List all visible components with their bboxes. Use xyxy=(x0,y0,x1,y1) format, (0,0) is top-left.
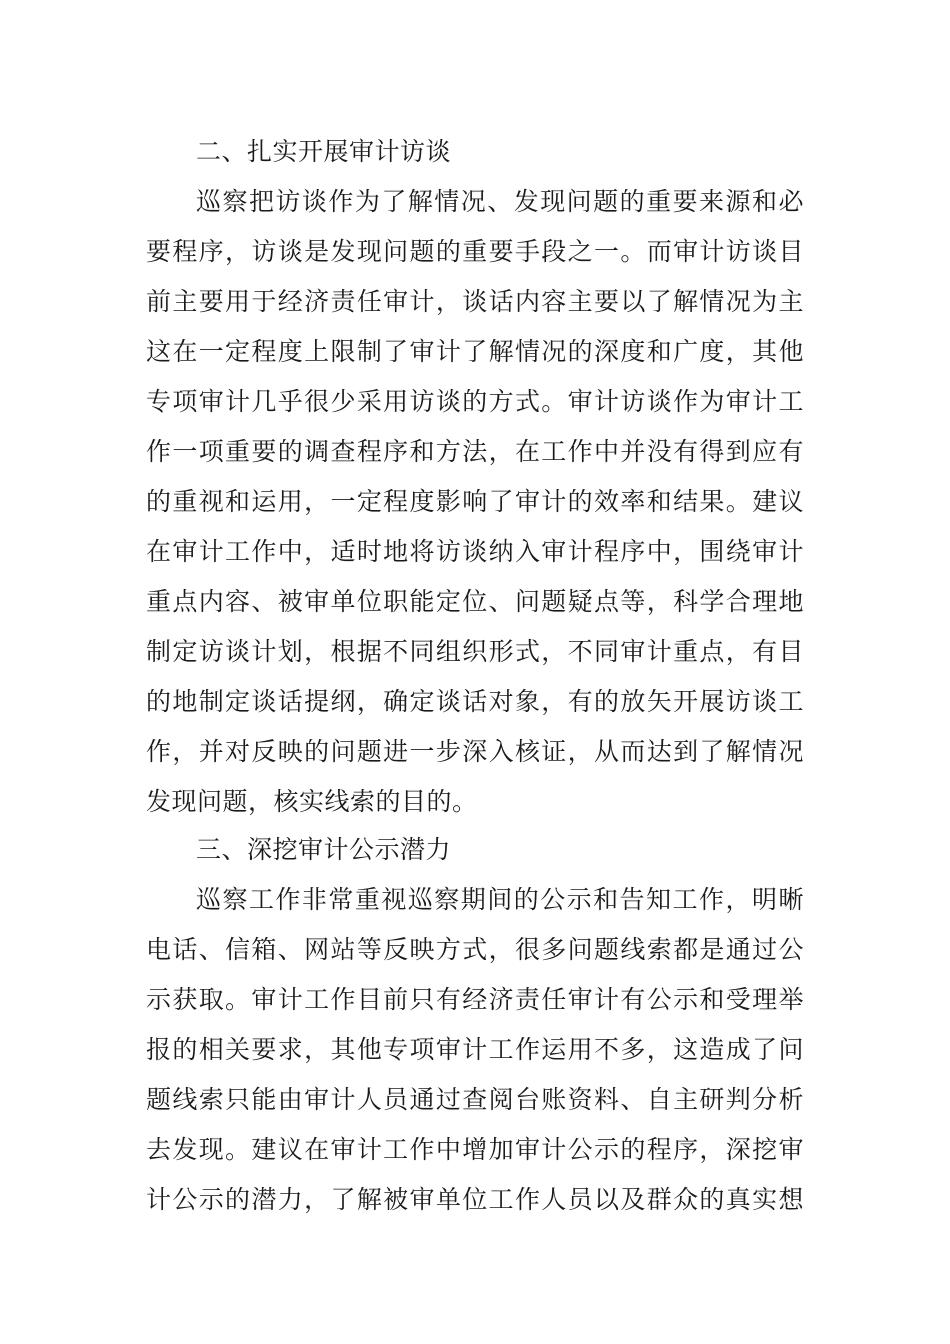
paragraph-line: 报的相关要求，其他专项审计工作运用不多，这造成了问 xyxy=(146,1035,804,1064)
paragraph-line: 巡察工作非常重视巡察期间的公示和告知工作，明晰 xyxy=(196,885,804,914)
paragraph-line: 专项审计几乎很少采用访谈的方式。审计访谈作为审计工 xyxy=(146,387,804,416)
paragraph-line: 这在一定程度上限制了审计了解情况的深度和广度，其他 xyxy=(146,337,804,366)
paragraph-line: 发现问题，核实线索的目的。 xyxy=(146,787,478,816)
paragraph-line: 的地制定谈话提纲，确定谈话对象，有的放矢开展访谈工 xyxy=(146,687,804,716)
section-heading: 二、扎实开展审计访谈 xyxy=(196,137,452,166)
paragraph-line: 题线索只能由审计人员通过查阅台账资料、自主研判分析 xyxy=(146,1085,804,1114)
paragraph-line: 巡察把访谈作为了解情况、发现问题的重要来源和必 xyxy=(196,187,804,216)
paragraph-line: 前主要用于经济责任审计，谈话内容主要以了解情况为主 xyxy=(146,287,804,316)
paragraph-line: 制定访谈计划，根据不同组织形式，不同审计重点，有目 xyxy=(146,637,804,666)
paragraph-line: 去发现。建议在审计工作中增加审计公示的程序，深挖审 xyxy=(146,1135,804,1164)
section-heading: 三、深挖审计公示潜力 xyxy=(196,835,452,864)
paragraph-line: 作一项重要的调查程序和方法，在工作中并没有得到应有 xyxy=(146,437,804,466)
paragraph-line: 计公示的潜力，了解被审单位工作人员以及群众的真实想 xyxy=(146,1185,804,1214)
paragraph-line: 在审计工作中，适时地将访谈纳入审计程序中，围绕审计 xyxy=(146,537,804,566)
paragraph-line: 要程序，访谈是发现问题的重要手段之一。而审计访谈目 xyxy=(146,237,804,266)
paragraph-line: 作，并对反映的问题进一步深入核证，从而达到了解情况 xyxy=(146,737,804,766)
paragraph-line: 电话、信箱、网站等反映方式，很多问题线索都是通过公 xyxy=(146,935,804,964)
paragraph-line: 重点内容、被审单位职能定位、问题疑点等，科学合理地 xyxy=(146,587,804,616)
paragraph-line: 的重视和运用，一定程度影响了审计的效率和结果。建议 xyxy=(146,487,804,516)
paragraph-line: 示获取。审计工作目前只有经济责任审计有公示和受理举 xyxy=(146,985,804,1014)
